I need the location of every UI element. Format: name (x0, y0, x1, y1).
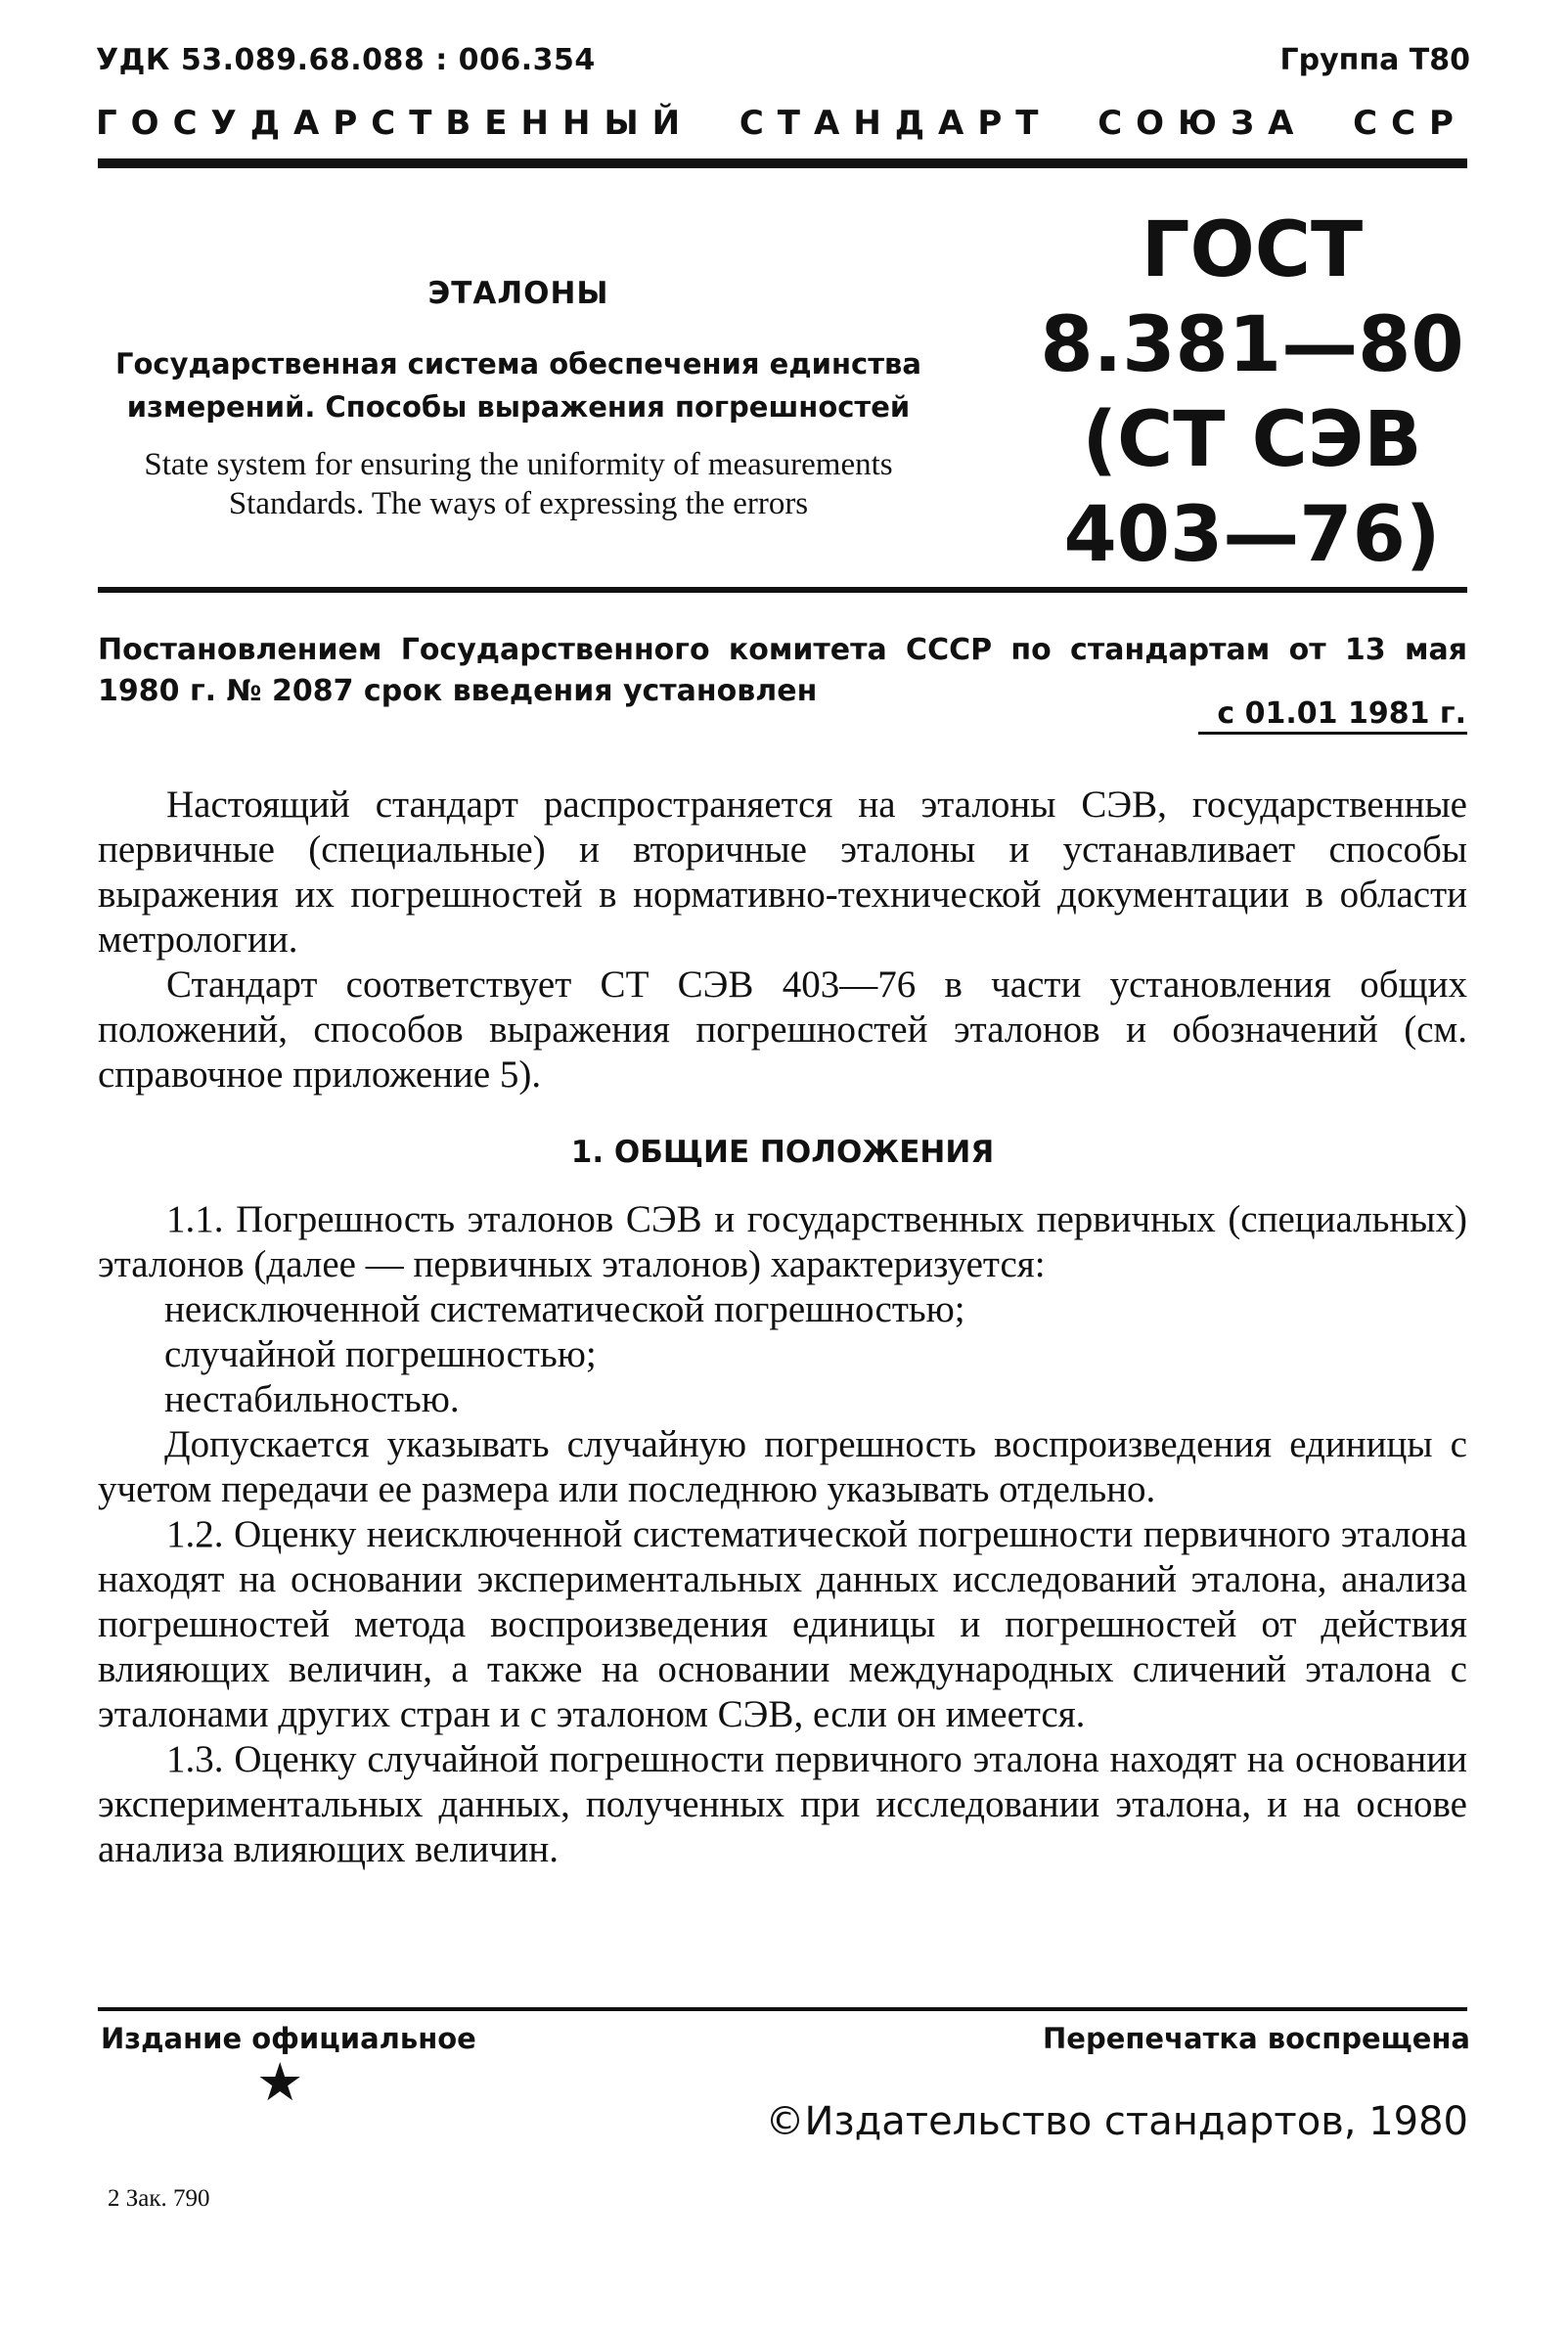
state-standard-banner (96, 104, 1467, 143)
official-edition-label: Издание официальное (101, 2022, 476, 2055)
group-code: Группа Т80 (1279, 43, 1470, 77)
banner-word: ГОСУДАРСТВЕННЫЙ (96, 104, 694, 143)
list-item: случайной погрешностью; (164, 1333, 597, 1375)
header-divider (98, 158, 1467, 168)
intro-paragraph: Настоящий стандарт распространяется на эталоны СЭВ, государственные первичные (специальные) и вторичные эталоны и устанавливает способы выражения их погрешностей в нормативно-технической документации в области метрологии. (98, 784, 1467, 961)
order-number: 2 Зак. 790 (108, 2185, 210, 2212)
effective-date: с 01.01 1981 г. (1217, 696, 1466, 731)
st-sev-number: 403—76) (1063, 491, 1441, 579)
copyright-notice: ©Издательство стандартов, 1980 (765, 2099, 1468, 2144)
section-body (98, 1197, 1467, 1872)
title-english: State system for ensuring the uniformity of measurements Standards. The ways of expressing the errors (144, 447, 893, 521)
list-item: неисключенной систематической погрешностью; (164, 1288, 965, 1330)
st-sev-label: (СТ СЭВ (1082, 396, 1422, 484)
title-divider (98, 587, 1467, 593)
gost-number: 8.381—80 (1040, 301, 1464, 389)
star-icon: ★ (256, 2051, 304, 2113)
banner-word: ССР (1353, 104, 1467, 143)
intro-paragraph: Стандарт соответствует СТ СЭВ 403—76 в части установления общих положений, способов выражения погрешностей эталонов и обозначений (см. справочное приложение 5). (98, 964, 1467, 1096)
reprint-notice: Перепечатка воспрещена (1043, 2022, 1470, 2055)
banner-word: СТАНДАРТ (739, 104, 1053, 143)
banner-word: СОЮЗА (1098, 104, 1308, 143)
gost-label: ГОСТ (1141, 206, 1364, 294)
clause-1-2: 1.2. Оценку неисключенной систематической погрешности первичного эталона находят на основании экспериментальных данных исследований эталона, анализа погрешностей метода воспроизведения единицы и погрешностей от действия влияющих величин, а также на основании международных сличений эталона с эталонами других стран и с эталоном СЭВ, если он имеется. (98, 1513, 1467, 1735)
gost-number-block (1037, 203, 1467, 583)
date-underline (1198, 732, 1467, 735)
list-item: нестабильностью. (164, 1378, 460, 1420)
section-heading: 1. ОБЩИЕ ПОЛОЖЕНИЯ (570, 1135, 995, 1170)
intro-block (98, 783, 1467, 1098)
document-heading: ЭТАЛОНЫ (427, 276, 609, 311)
clause-1-1-note: Допускается указывать случайную погрешность воспроизведения единицы с учетом передачи ее размера или последнюю указывать отдельно. (98, 1423, 1467, 1510)
title-russian: Государственная система обеспечения единства измерений. Способы выражения погрешностей (115, 347, 921, 424)
footer-divider (98, 2007, 1467, 2011)
clause-1-1: 1.1. Погрешность эталонов СЭВ и государственных первичных (специальных) эталонов (далее — первичных эталонов) характеризуется: (98, 1198, 1467, 1285)
clause-1-3: 1.3. Оценку случайной погрешности первичного эталона находят на основании экспериментальных данных, полученных при исследовании эталона, и на основе анализа влияющих величин. (98, 1738, 1467, 1870)
udk-code: УДК 53.089.68.088 : 006.354 (96, 43, 596, 77)
decree-text: Постановлением Государственного комитета СССР по стандартам от 13 мая 1980 г. № 2087 срок введения установлен (98, 633, 1467, 708)
